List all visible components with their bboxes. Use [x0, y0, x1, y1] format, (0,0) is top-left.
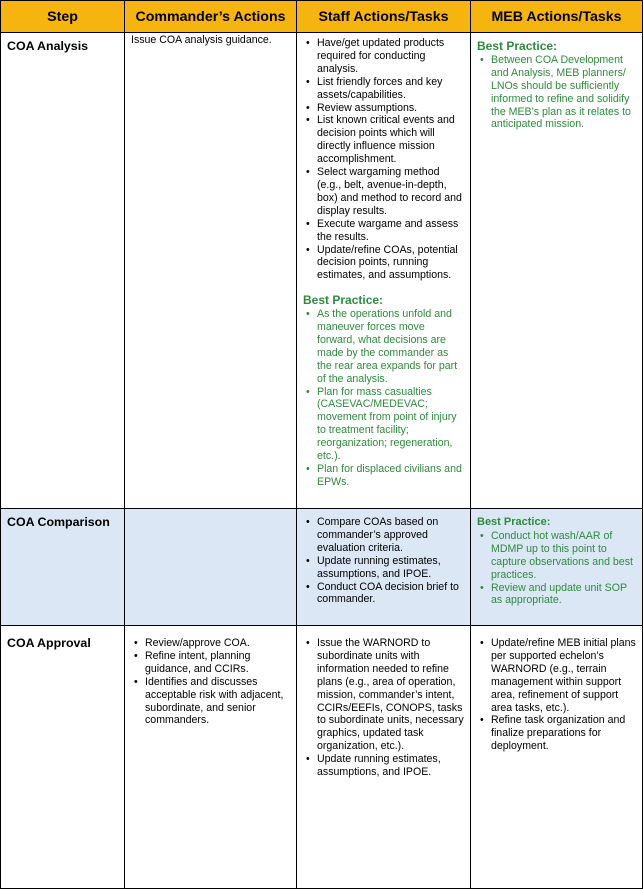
list-item: • Conduct COA decision brief to commander. — [317, 581, 464, 607]
commander-actions-cell — [125, 33, 297, 509]
staff-task-list — [303, 637, 464, 779]
commander-action-list — [131, 637, 290, 727]
meb-actions-cell — [471, 626, 643, 889]
list-item: • Compare COAs based on commander’s approved evaluation criteria. — [317, 516, 464, 555]
staff-task-list — [303, 516, 464, 606]
staff-actions-cell — [297, 509, 471, 626]
best-practice-heading: Best Practice: — [477, 39, 558, 53]
header-commander-actions: Commander’s Actions — [125, 1, 297, 33]
list-item: • Update running estimates, assumptions, and IPOE. — [317, 753, 464, 779]
best-practice-list — [303, 308, 464, 489]
list-item: • Conduct hot wash/AAR of MDMP up to this point to capture observations and best practices. — [491, 530, 636, 582]
commander-actions-cell — [125, 626, 297, 889]
step-cell — [1, 33, 125, 509]
meb-actions-cell — [471, 33, 643, 509]
list-item: • Review assumptions. — [317, 102, 464, 115]
commander-actions-cell — [125, 509, 297, 626]
list-item: • Update/refine COAs, potential decision points, running estimates, and assumptions. — [317, 244, 464, 283]
table-row — [1, 33, 643, 509]
list-item: • Review and update unit SOP as appropriate. — [491, 582, 636, 608]
step-cell — [1, 509, 125, 626]
meb-task-list — [477, 637, 636, 753]
list-item: • Refine task organization and finalize preparations for deployment. — [491, 714, 636, 753]
list-item: • Select wargaming method (e.g., belt, avenue-in-depth, box) and method to record and display results. — [317, 166, 464, 218]
commander-action-text: Issue COA analysis guidance. — [131, 34, 272, 46]
header-step: Step — [1, 1, 125, 33]
list-item: • Refine intent, planning guidance, and CCIRs. — [145, 650, 290, 676]
header-row — [1, 1, 643, 33]
table-row — [1, 626, 643, 889]
table-row — [1, 509, 643, 626]
best-practice-heading: Best Practice: — [477, 516, 551, 528]
best-practice-list — [477, 530, 636, 607]
header-staff-actions: Staff Actions/Tasks — [297, 1, 471, 33]
list-item: • List friendly forces and key assets/capabilities. — [317, 76, 464, 102]
meb-actions-cell — [471, 509, 643, 626]
list-item: • Issue the WARNORD to subordinate units with information needed to refine plans (e.g., area of operation, mission, commander’s intent, CCIRs/EEFIs, CONOPS, tasks to subordinate units, necessary graphics, updated task organization, etc.). — [317, 637, 464, 753]
step-name: COA Comparison — [7, 515, 110, 529]
list-item: • List known critical events and decision points which will directly influence mission accomplishment. — [317, 114, 464, 166]
step-cell — [1, 626, 125, 889]
step-name: COA Approval — [7, 636, 91, 650]
best-practice-list — [477, 54, 636, 131]
list-item: • Execute wargame and assess the results. — [317, 218, 464, 244]
list-item: • Plan for displaced civilians and EPWs. — [317, 463, 464, 489]
list-item: • Have/get updated products required for conducting analysis. — [317, 37, 464, 76]
header-meb-actions: MEB Actions/Tasks — [471, 1, 643, 33]
staff-actions-cell — [297, 33, 471, 509]
list-item: • Plan for mass casualties (CASEVAC/MEDEVAC; movement from point of injury to treatment facility; reorganization; regeneration, etc.). — [317, 386, 464, 463]
best-practice-heading: Best Practice: — [303, 293, 384, 308]
staff-task-list — [303, 37, 464, 282]
list-item: • Update/refine MEB initial plans per supported echelon’s WARNORD (e.g., terrain management within support area, refinement of support area tasks, etc.). — [491, 637, 636, 714]
list-item: • Identifies and discusses acceptable risk with adjacent, subordinate, and senior commanders. — [145, 676, 290, 728]
list-item: • Update running estimates, assumptions, and IPOE. — [317, 555, 464, 581]
staff-actions-cell — [297, 626, 471, 889]
list-item: • As the operations unfold and maneuver forces move forward, what decisions are made by the commander as the rear area expands for part of the analysis. — [317, 308, 464, 385]
list-item: • Review/approve COA. — [145, 637, 290, 650]
step-name: COA Analysis — [7, 39, 89, 53]
list-item: • Between COA Development and Analysis, MEB planners/ LNOs should be sufficiently informed to refine and solidify the MEB’s plan as it relates to anticipated mission. — [491, 54, 636, 131]
